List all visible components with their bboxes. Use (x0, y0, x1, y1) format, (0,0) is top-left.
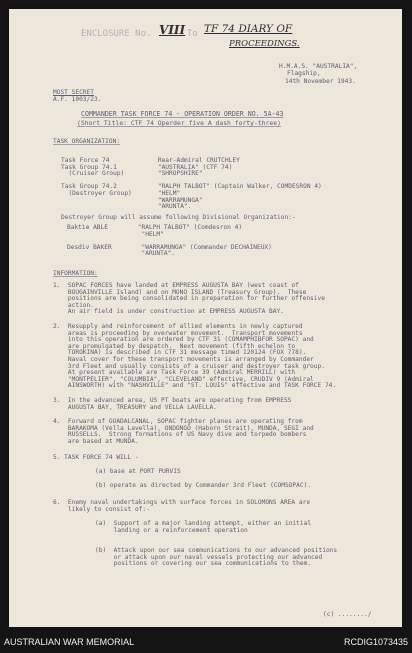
divisional-organization: Baktie ABLE "RALPH TALBOT" (Comdesron 4) "HELM" Desdiv BAKER "WARRAMUNGA" (Commander DECHAINEUX) "ARUNTA". (67, 224, 272, 258)
enclosure-stamp: ENCLOSURE No. (81, 29, 152, 39)
paragraph-1: 1. SOPAC FORCES have landed at EMPRESS AUGUSTA BAY (west coast of BOUGAINVILLE Island) and on MONO ISLAND (Treasury Group). These positions are being consolidated in preparation for further offensive action. An air field is under construction at EMPRESS AUGUSTA BAY. (53, 282, 325, 316)
paragraph-2: 2. Resupply and reinforcement of allied elements in newly captured areas is proceeding by overwater movement. Transport movements into this operation are ordered by CTF 31 (COMAMPHIBFOR SOPAC) and are promulgated by despatch. Next movement (fifth echelon to TOROKINA) is described in CTF 31 message timed 120124 (FOX 778). Naval cover for these transport movements is arranged by Commander 3rd Fleet and usually consists of a cruiser and destroyer task group. At present available are Task Force 39 (Admiral MERRILL) with "MONTPELIER", "COLUMBIA", "CLEVELAND" effective, CRUDIV 9 (Admiral AINSWORTH) with "NASHVILLE" and "ST. LOUIS" effective and TASK FORCE 74. (53, 323, 337, 390)
file-reference: A.F. 1003/23. (53, 96, 102, 103)
paragraph-5-item-b: (b) operate as directed by Commander 3rd Fleet (COMSOPAC). (95, 482, 312, 489)
continued-marker: (c) ......../ (323, 611, 372, 618)
archive-name: AUSTRALIAN WAR MEMORIAL (4, 637, 135, 647)
paragraph-6-item-b: (b) Attack upon our sea communications to our advanced positions or attack upon our naval vessels protecting our advanced positions or covering our sea communications to them. (95, 547, 338, 568)
enclosure-to-label: To (187, 29, 198, 39)
paragraph-4: 4. Forward of GUADALCANAL, SOPAC fighter planes are operating from BARAKOMA (Vella Lavella), ONDONGO (Haborn Strait), MUNDA, SEGI and RUSSELLS. Strong formations of US Navy dive and torpedo bombers are based at MUNDA. (53, 418, 314, 445)
destroyer-group-note: Destroyer Group will assume following Divisional Organization:- (61, 214, 296, 221)
ship-name: H.M.A.S. "AUSTRALIA", (279, 63, 358, 70)
paragraph-5-item-a: (a) base at PORT PURVIS (95, 468, 181, 475)
flagship-label: Flagship, (287, 70, 321, 77)
archive-footer (0, 627, 412, 653)
security-classification: MOST SECRET (53, 89, 94, 96)
task-organization-table: Task Force 74 Rear-Admiral CRUTCHLEY Task Group 74.1 "AUSTRALIA" (CTF 74) (Cruiser Group) "SHROPSHIRE" Task Group 74.2 "RALPH TALBOT" (Captain Walker, COMDESRON 4) (Destroyer Group) "HELM" "WARRAMUNGA" "ARUNTA". (61, 157, 322, 211)
document-page (9, 9, 402, 627)
diary-title: TF 74 DIARY OF (204, 23, 293, 35)
paragraph-6-item-a: (a) Support of a major landing attempt, either an initial landing or a reinforcement operation (95, 520, 312, 534)
paragraph-5-heading: 5. TASK FORCE 74 WILL - (53, 454, 139, 461)
enclosure-number: VIII (159, 23, 186, 37)
document-date: 14th November 1943. (285, 78, 356, 85)
order-title: COMMANDER TASK FORCE 74 - OPERATION ORDER NO. 5A-43 (81, 110, 284, 118)
paragraph-6-heading: 6. Enemy naval undertakings with surface forces in SOLOMONS AREA are likely to consist of:- (53, 499, 311, 513)
record-id: RCDIG1073435 (343, 637, 408, 647)
information-heading: INFORMATION: (53, 270, 98, 277)
paragraph-3: 3. In the advanced area, US PT boats are operating from EMPRESS AUGUSTA BAY, TREASURY and VELLA LAVELLA. (53, 397, 292, 411)
short-title: (Short Title: CTF 74 Operder five A dash forty-three) (77, 119, 281, 127)
diary-subtitle: PROCEEDINGS. (229, 39, 300, 49)
task-organization-heading: TASK ORGANIZATION: (53, 138, 121, 145)
